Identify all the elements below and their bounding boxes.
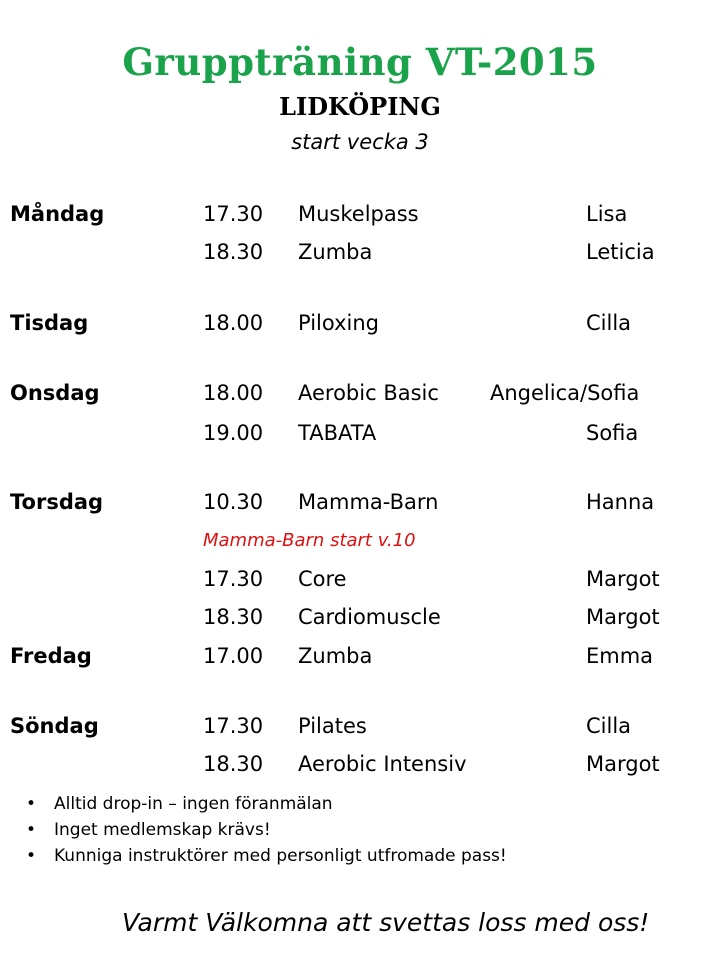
location-heading: LIDKÖPING — [279, 92, 441, 121]
instructor-label: Sofia — [586, 421, 639, 445]
class-label: Cardiomuscle — [298, 605, 441, 629]
bullet-icon: • — [26, 846, 37, 866]
schedule-row — [0, 202, 720, 232]
class-label: Muskelpass — [298, 202, 419, 226]
schedule-row — [0, 714, 720, 744]
time-label: 17.30 — [203, 567, 264, 591]
class-label: Zumba — [298, 644, 373, 668]
time-label: 19.00 — [203, 421, 264, 445]
schedule-row — [0, 644, 720, 674]
day-label: Onsdag — [10, 381, 100, 405]
class-label: Aerobic Intensiv — [298, 752, 467, 776]
instructor-label: Margot — [586, 605, 660, 629]
time-label: 18.30 — [203, 605, 264, 629]
schedule-row — [0, 240, 720, 270]
class-label: Pilates — [298, 714, 367, 738]
schedule-row — [0, 567, 720, 597]
list-item — [20, 820, 507, 846]
time-label: 18.00 — [203, 381, 264, 405]
list-item — [20, 846, 507, 872]
mamma-barn-note: Mamma-Barn start v.10 — [203, 530, 416, 551]
start-week-text: start vecka 3 — [291, 130, 429, 154]
class-label: Zumba — [298, 240, 373, 264]
day-label: Fredag — [10, 644, 92, 668]
list-item — [20, 794, 507, 820]
instructor-label: Emma — [586, 644, 654, 668]
day-label: Torsdag — [10, 490, 104, 514]
time-label: 17.00 — [203, 644, 264, 668]
class-label: Core — [298, 567, 347, 591]
instructor-label: Lisa — [586, 202, 628, 226]
class-label: TABATA — [298, 421, 377, 445]
time-label: 18.30 — [203, 752, 264, 776]
day-label: Tisdag — [10, 311, 89, 335]
bullet-text: Inget medlemskap krävs! — [54, 820, 271, 840]
day-label: Söndag — [10, 714, 99, 738]
schedule-row — [0, 381, 720, 411]
time-label: 10.30 — [203, 490, 264, 514]
page-title: Gruppträning VT-2015 — [122, 40, 598, 84]
schedule-row — [0, 490, 720, 520]
instructor-label: Leticia — [586, 240, 655, 264]
bullet-icon: • — [26, 820, 37, 840]
instructor-label: Angelica/Sofia — [490, 381, 640, 405]
schedule-row — [0, 311, 720, 341]
instructor-label: Margot — [586, 567, 660, 591]
instructor-label: Cilla — [586, 311, 632, 335]
time-label: 18.30 — [203, 240, 264, 264]
instructor-label: Hanna — [586, 490, 655, 514]
instructor-label: Margot — [586, 752, 660, 776]
instructor-label: Cilla — [586, 714, 632, 738]
time-label: 17.30 — [203, 714, 264, 738]
time-label: 18.00 — [203, 311, 264, 335]
bullet-text: Alltid drop-in – ingen föranmälan — [54, 794, 333, 814]
bullet-text: Kunniga instruktörer med personligt utfromade pass! — [54, 846, 507, 866]
class-label: Mamma-Barn — [298, 490, 439, 514]
bullet-icon: • — [26, 794, 37, 814]
class-label: Aerobic Basic — [298, 381, 439, 405]
schedule-row — [0, 605, 720, 635]
class-label: Piloxing — [298, 311, 379, 335]
time-label: 17.30 — [203, 202, 264, 226]
day-label: Måndag — [10, 202, 105, 226]
welcome-message: Varmt Välkomna att svettas loss med oss! — [122, 908, 650, 937]
schedule-row — [0, 421, 720, 451]
info-bullet-list — [20, 794, 507, 872]
schedule-row — [0, 752, 720, 782]
